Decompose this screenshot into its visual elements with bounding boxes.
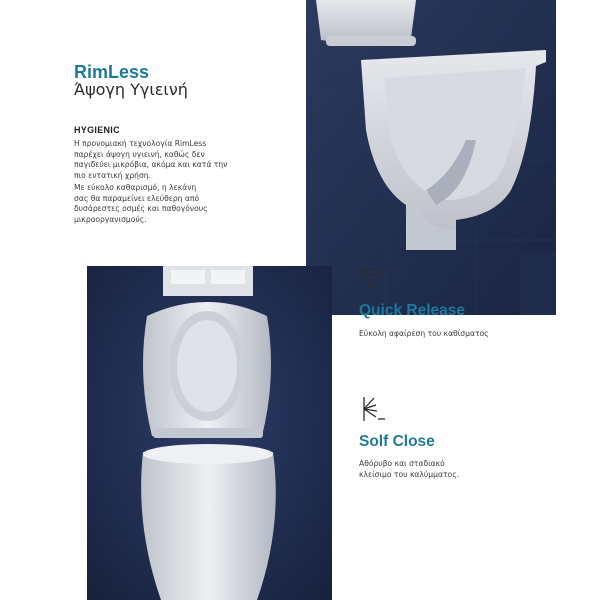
paragraph-line: παγιδεύει μικρόβια, ακόμα και κατά την [74,160,228,170]
paragraph-line: πιο εντατική χρήση. [74,170,152,180]
wall-hung-toilet-image [87,266,332,600]
paragraph-line: Η προνομιακή τεχνολογία RimLess [74,139,207,148]
quick-release-description: Εύκολη αφαίρεση του καθίσματος [359,329,489,338]
rimless-title: RimLess [74,62,150,82]
quick-release-title: Quick Release [359,302,465,319]
solf-close-description [359,459,459,480]
toilet-seat-release-icon [358,264,388,295]
paragraph-line: δυσάρεστες οσμές και παθογόνους [74,204,208,214]
hygienic-heading: HYGIENIC [74,125,120,135]
solf-close-title: Solf Close [359,433,435,450]
paragraph-line: σας θα παραμείνει ελεύθερη από [74,193,200,203]
soft-close-lid-icon [360,395,388,428]
paragraph-line: μικροοργανισμούς. [74,214,147,224]
description-line: Αθόρυβο και σταδιακό [359,459,445,468]
description-line: κλείσιμο του καλύμματος. [359,469,460,479]
paragraph-line: Με εύκολο καθαρισμό, η λεκάνη [74,183,197,192]
paragraph-line: παρέχει άψογη υγιεινή, καθώς δεν [74,149,205,159]
navy-accent-band [520,252,556,315]
hygienic-paragraph-1 [74,139,254,181]
hygienic-paragraph-2 [74,183,254,225]
rimless-cross-section-image [306,0,556,315]
rimless-subtitle: Άψογη Υγιεινή [74,80,188,99]
